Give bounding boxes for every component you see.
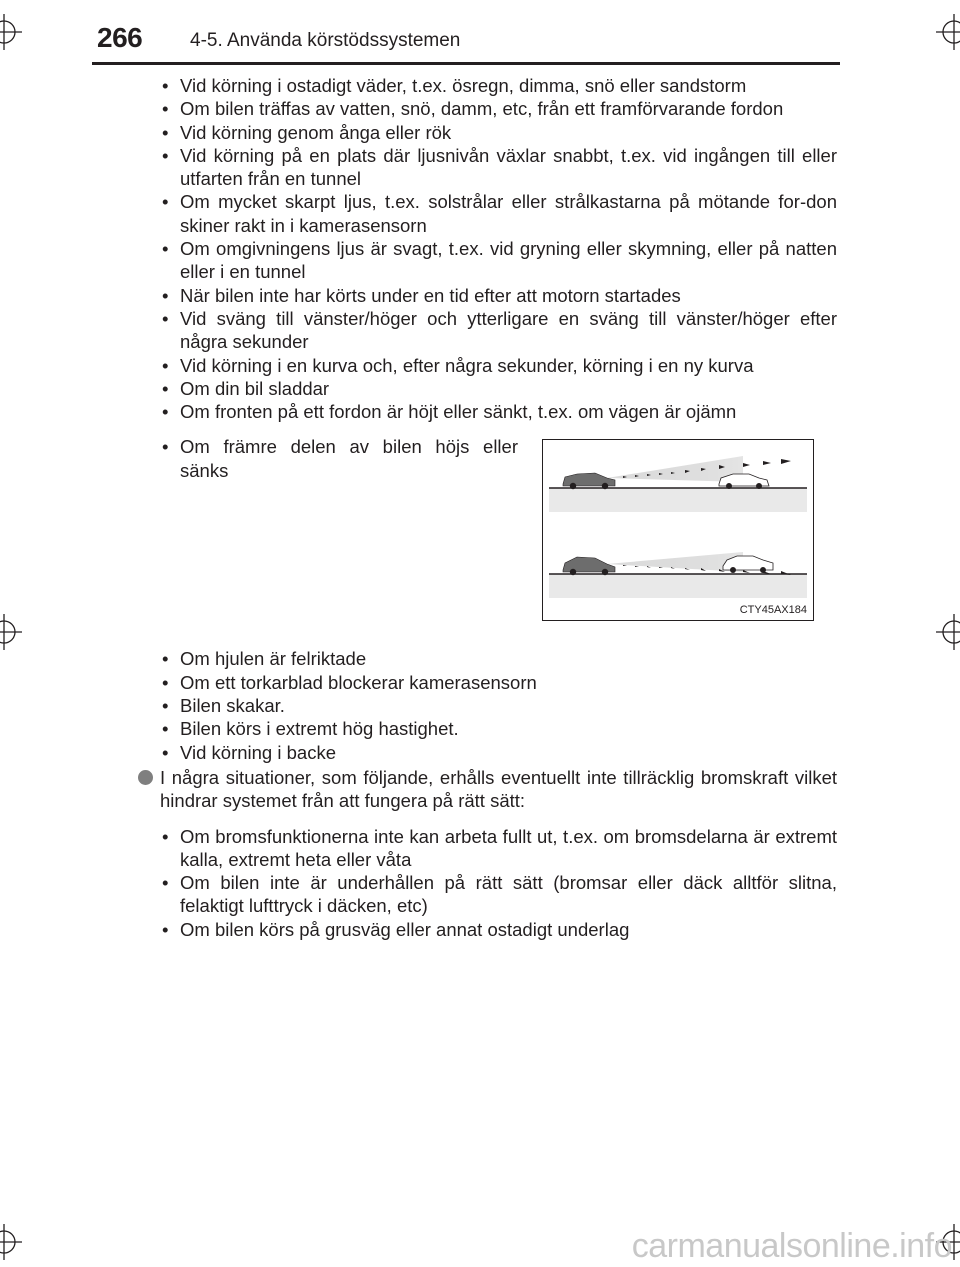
conditions-list-2 <box>160 647 837 763</box>
list-item: • Om omgivningens ljus är svagt, t.ex. vid gryning eller skymning, eller på natten eller i en tunnel <box>160 237 837 284</box>
section-title: 4-5. Använda körstödssystemen <box>190 30 461 51</box>
page-number: 266 <box>97 22 143 53</box>
list-item: • Om främre delen av bilen höjs eller sänks <box>160 435 518 482</box>
paragraph-text: I några situationer, som följande, erhålls eventuellt inte tillräcklig bromskraft vilket hindrar systemet från att fungera på rätt sätt: <box>160 766 837 812</box>
figure-item-list <box>160 435 518 482</box>
registration-mark-icon <box>936 614 960 650</box>
list-item: • Vid körning i backe <box>160 741 837 764</box>
list-item: • Om bilen träffas av vatten, snö, damm, etc, från ett framförvarande fordon <box>160 97 837 120</box>
list-item: • Om bilen inte är underhållen på rätt sätt (bromsar eller däck alltför slitna, felaktigt lufttryck i däcken, etc) <box>160 871 837 918</box>
list-item: • Om ett torkarblad blockerar kamerasensorn <box>160 671 837 694</box>
list-item: • Om bromsfunktionerna inte kan arbeta fullt ut, t.ex. om bromsdelarna är extremt kalla, extremt heta eller våta <box>160 825 837 872</box>
list-item: • Vid körning i ostadigt väder, t.ex. ösregn, dimma, snö eller sandstorm <box>160 74 837 97</box>
list-item: • Om fronten på ett fordon är höjt eller sänkt, t.ex. om vägen är ojämn <box>160 400 837 423</box>
list-item: • När bilen inte har körts under en tid efter att motorn startades <box>160 284 837 307</box>
brake-force-paragraph <box>160 766 837 813</box>
list-item: • Om bilen körs på grusväg eller annat ostadigt underlag <box>160 918 837 941</box>
registration-mark-icon <box>0 1224 22 1260</box>
list-item: • Vid körning i en kurva och, efter några sekunder, körning i en ny kurva <box>160 354 837 377</box>
list-item: • Bilen körs i extremt hög hastighet. <box>160 717 837 740</box>
list-item: • Bilen skakar. <box>160 694 837 717</box>
list-item: • Vid körning genom ånga eller rök <box>160 121 837 144</box>
camera-beam-diagram-icon <box>543 440 813 620</box>
list-item: • Om din bil sladdar <box>160 377 837 400</box>
figure-row <box>160 435 837 647</box>
vehicle-pitch-illustration <box>542 439 814 621</box>
watermark: carmanualsonline.info <box>631 1227 952 1265</box>
conditions-list <box>160 74 837 423</box>
brake-conditions-list <box>160 825 837 941</box>
registration-mark-icon <box>936 14 960 50</box>
header-rule <box>92 62 840 65</box>
list-item: • Om mycket skarpt ljus, t.ex. solstrålar eller strålkastarna på mötande for-don skiner rakt in i kamerasensorn <box>160 190 837 237</box>
registration-mark-icon <box>0 14 22 50</box>
circle-bullet-icon <box>138 770 153 785</box>
list-item: • Om hjulen är felriktade <box>160 647 837 670</box>
page-content <box>160 74 837 941</box>
list-item: • Vid körning på en plats där ljusnivån växlar snabbt, t.ex. vid ingången till eller utfarten från en tunnel <box>160 144 837 191</box>
registration-mark-icon <box>0 614 22 650</box>
list-item: • Vid sväng till vänster/höger och ytterligare en sväng till vänster/höger efter några sekunder <box>160 307 837 354</box>
figure-code: CTY45AX184 <box>739 604 807 617</box>
